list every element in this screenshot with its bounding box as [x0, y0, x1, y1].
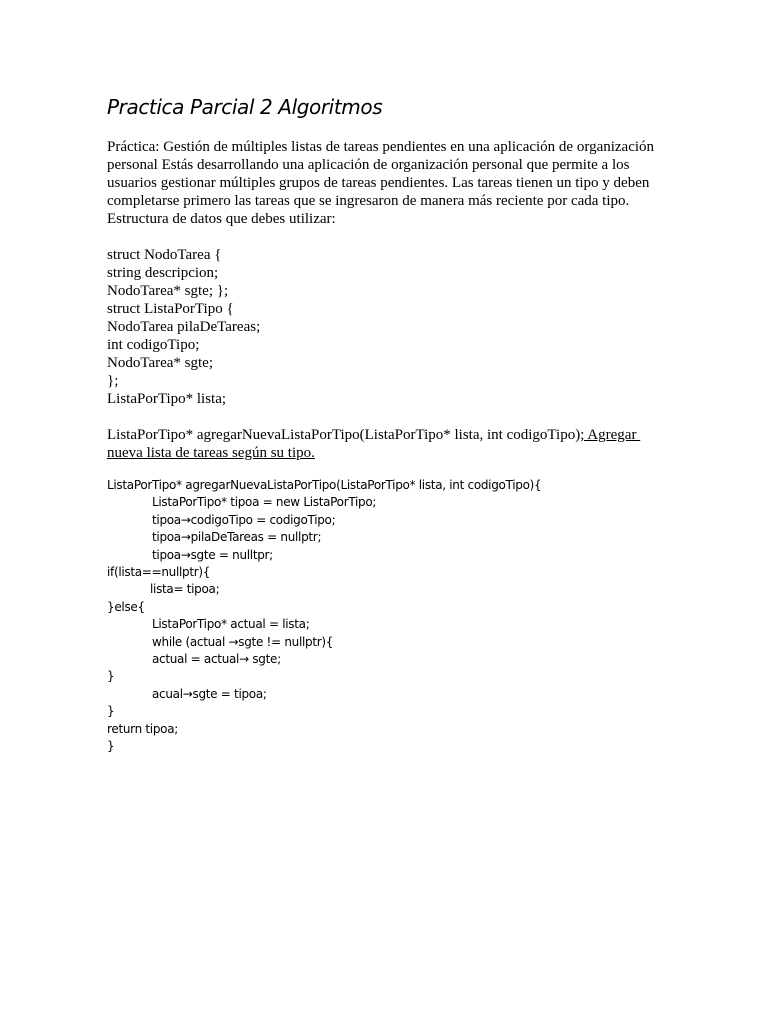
intro-line: usuarios gestionar múltiples grupos de tareas pendientes. Las tareas tienen un tipo y deben [107, 175, 650, 191]
code-line: acual→sgte = tipoa; [152, 686, 267, 701]
code-line: } [107, 669, 115, 684]
signature-description: ); Agregar [575, 427, 641, 443]
code-line: ListaPorTipo* tipoa = new ListaPorTipo; [152, 495, 377, 510]
code-line: } [107, 704, 115, 719]
code-line: while (actual →sgte != nullptr){ [152, 634, 334, 649]
intro-line: personal Estás desarrollando una aplicación de organización personal que permite a los [107, 157, 630, 173]
code-line: tipoa→pilaDeTareas = nullptr; [152, 530, 322, 545]
struct-line: int codigoTipo; [107, 337, 200, 353]
struct-line: struct NodoTarea { [107, 247, 222, 263]
code-line: tipoa→codigoTipo = codigoTipo; [152, 512, 336, 527]
code-line: actual = actual→ sgte; [152, 652, 281, 667]
struct-line: struct ListaPorTipo { [107, 301, 234, 317]
code-line: } [107, 739, 115, 754]
intro-paragraph [107, 138, 667, 228]
struct-line: string descripcion; [107, 265, 219, 281]
code-line: ListaPorTipo* agregarNuevaListaPorTipo(ListaPorTipo* lista, int codigoTipo){ [107, 478, 542, 492]
code-line: lista= tipoa; [150, 582, 220, 597]
signature-line-1 [107, 426, 667, 444]
intro-line: Estructura de datos que debes utilizar: [107, 211, 336, 227]
struct-line: NodoTarea pilaDeTareas; [107, 319, 261, 335]
intro-line: completarse primero las tareas que se ingresaron de manera más reciente por cada tipo. [107, 193, 630, 209]
code-line: }else{ [107, 599, 145, 614]
document-title: Practica Parcial 2 Algoritmos [107, 95, 383, 119]
code-block [107, 477, 667, 756]
struct-line: NodoTarea* sgte; }; [107, 283, 229, 299]
struct-definitions [107, 246, 667, 408]
struct-line: }; [107, 373, 119, 389]
signature-text: ListaPorTipo* agregarNuevaListaPorTipo(ListaPorTipo* lista, int codigoTipo [107, 427, 576, 443]
struct-line: NodoTarea* sgte; [107, 355, 213, 371]
intro-line: Práctica: Gestión de múltiples listas de tareas pendientes en una aplicación de organización [107, 139, 655, 155]
code-line: return tipoa; [107, 721, 179, 736]
code-line: if(lista==nullptr){ [107, 565, 211, 580]
struct-line: ListaPorTipo* lista; [107, 391, 227, 407]
signature-line-2: nueva lista de tareas según su tipo. [107, 445, 315, 461]
function-signature [107, 426, 667, 462]
code-line: ListaPorTipo* actual = lista; [152, 617, 310, 632]
code-line: tipoa→sgte = nulltpr; [152, 547, 273, 562]
document-page [107, 94, 667, 756]
